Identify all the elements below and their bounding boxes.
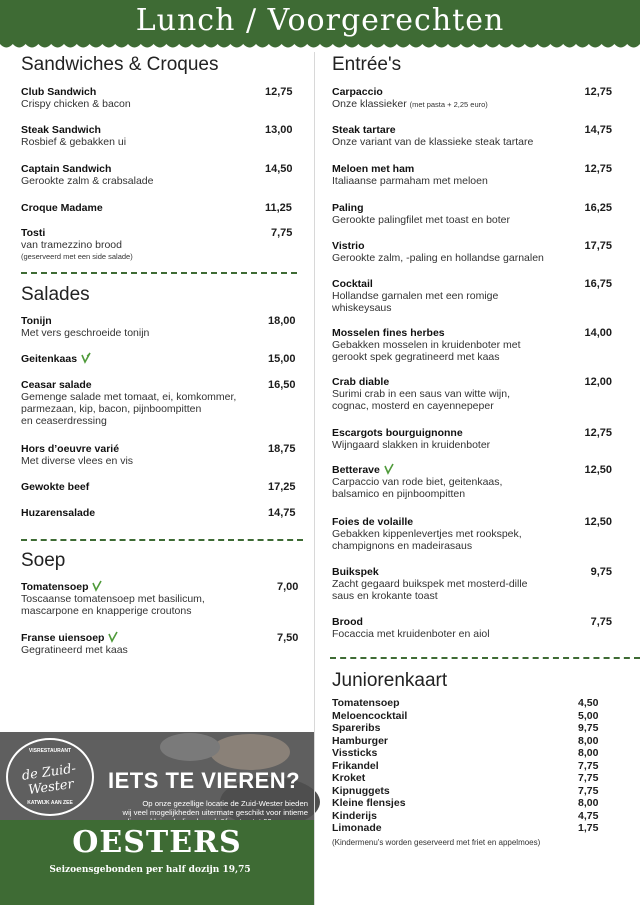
item-name: Paling: [332, 202, 364, 214]
item-name: Vissticks: [332, 747, 378, 759]
section-title-junior: Juniorenkaart: [332, 670, 448, 691]
event-banner: [0, 732, 314, 820]
item-desc: mascarpone en knapperige croutons: [21, 605, 192, 617]
menu-item: [21, 443, 297, 467]
item-price: 7,75: [578, 784, 599, 797]
item-name: Spareribs: [332, 722, 381, 734]
item-price: 7,75: [590, 616, 612, 628]
item-price: 8,00: [578, 734, 599, 747]
item-name: Club Sandwich: [21, 86, 97, 98]
item-name: Carpaccio: [332, 86, 383, 98]
item-desc: Gegratineerd met kaas: [21, 644, 128, 656]
menu-item: [332, 86, 612, 111]
section-title-sandwiches: Sandwiches & Croques: [21, 54, 219, 75]
logo-name: de Zuid-Wester: [20, 761, 77, 799]
item-desc: Met vers geschroeide tonijn: [21, 327, 150, 339]
list-item: [332, 822, 632, 835]
item-name: Ceasar salade: [21, 379, 92, 391]
item-price: 4,50: [578, 697, 599, 709]
item-desc: Gebakken mosselen in kruidenboter met: [332, 339, 521, 351]
item-name: Kinderijs: [332, 809, 377, 822]
item-price: 9,75: [590, 566, 612, 578]
item-desc: Rosbief & gebakken ui: [21, 136, 127, 148]
list-item: [332, 710, 632, 723]
menu-item: [332, 516, 612, 552]
section-title-soep: Soep: [21, 550, 66, 571]
item-desc: Carpaccio van rode biet, geitenkaas,: [332, 476, 503, 488]
vegetarian-icon: [92, 581, 102, 591]
item-desc: champignons en madeirasaus: [332, 540, 473, 552]
item-desc: Gerookte zalm, -paling en hollandse garnalen: [332, 252, 544, 264]
banner-heading: IETS TE VIEREN?: [108, 768, 301, 793]
item-price: 12,75: [265, 86, 293, 98]
item-price: 14,75: [584, 124, 612, 136]
page-title: Lunch / Voorgerechten: [135, 3, 505, 38]
item-desc: Gebakken kippenlevertjes met rookspek,: [332, 528, 522, 540]
item-price: 1,75: [578, 822, 599, 834]
vegetarian-icon: [384, 464, 394, 474]
item-name: Limonade: [332, 822, 382, 834]
item-name: Brood: [332, 616, 363, 628]
item-price: 16,75: [584, 278, 612, 290]
menu-item: [21, 581, 303, 617]
item-name: Kroket: [332, 772, 366, 784]
list-item: [332, 797, 632, 810]
section-title-salades: Salades: [21, 284, 90, 305]
item-price: 17,75: [584, 240, 612, 252]
item-name: Mosselen fines herbes: [332, 327, 445, 339]
item-name: Meloencocktail: [332, 709, 408, 722]
item-desc: Hollandse garnalen met een romige: [332, 290, 499, 302]
menu-item: [21, 86, 293, 110]
item-price: 17,25: [268, 481, 296, 493]
menu-item: [21, 202, 293, 214]
list-item: [332, 697, 632, 710]
item-desc: Met diverse vlees en vis: [21, 455, 134, 467]
banner-line: wij veel mogelijkheden uitermate geschikt voor intieme: [122, 808, 308, 817]
list-item: [332, 785, 632, 798]
list-item: [332, 810, 632, 823]
item-desc: Crispy chicken & bacon: [21, 98, 131, 110]
item-name: Buikspek: [332, 566, 379, 578]
item-name: Captain Sandwich: [21, 163, 112, 175]
item-price: 9,75: [578, 722, 599, 734]
item-desc: Gemenge salade met tomaat, ei, komkommer,: [21, 391, 237, 403]
item-name: Frikandel: [332, 759, 379, 772]
item-name: Huzarensalade: [21, 507, 96, 519]
item-price: 5,00: [578, 709, 599, 722]
item-name: Vistrio: [332, 240, 365, 252]
oesters-title: OESTERS: [72, 825, 242, 860]
menu-item: [332, 163, 612, 187]
item-name: Tonijn: [21, 315, 52, 327]
menu-item: [21, 481, 297, 493]
section-title-entrees: Entrée's: [332, 54, 402, 75]
menu-item: [21, 163, 293, 187]
item-price: 12,50: [584, 516, 612, 528]
oesters-panel: [0, 820, 314, 905]
item-desc: Zacht gegaard buikspek met mosterd-dille: [332, 578, 528, 590]
list-item: [332, 760, 632, 773]
item-price: 14,75: [268, 507, 296, 519]
item-desc: en ceaserdressing: [21, 415, 107, 427]
item-desc: saus en krokante toast: [332, 590, 438, 602]
item-price: 18,75: [268, 443, 296, 455]
item-price: 18,00: [268, 315, 296, 327]
item-price: 7,50: [277, 632, 299, 644]
item-name: Franse uiensoep: [21, 632, 105, 644]
item-name: Betterave: [332, 464, 380, 476]
item-desc: Focaccia met kruidenboter en aiol: [332, 628, 490, 640]
item-name: Foies de volaille: [332, 516, 414, 528]
item-desc: gerookt spek gegratineerd met kaas: [332, 351, 500, 363]
menu-item: [21, 379, 297, 427]
item-desc: whiskeysaus: [332, 302, 392, 314]
menu-item: [332, 327, 612, 363]
item-price: 8,00: [578, 797, 599, 809]
item-price: 4,75: [578, 809, 599, 822]
item-name: Crab diable: [332, 376, 390, 388]
item-desc: [332, 98, 612, 111]
item-price: 12,50: [584, 464, 612, 476]
item-name: Escargots bourguignonne: [332, 427, 463, 439]
menu-item: [332, 202, 612, 226]
menu-item: [21, 507, 297, 519]
scallop-shape: [0, 40, 640, 48]
menu-item: [332, 566, 612, 602]
item-desc: Italiaanse parmaham met meloen: [332, 175, 488, 187]
item-name: Steak Sandwich: [21, 124, 101, 136]
list-item: [332, 772, 632, 785]
menu-item: [332, 616, 612, 640]
item-price: 11,25: [265, 202, 292, 214]
item-name: Hors d’oeuvre varié: [21, 443, 120, 455]
menu-item: [21, 632, 303, 656]
item-price: 14,50: [265, 163, 293, 175]
menu-item: [332, 240, 612, 264]
logo-top-text: VISRESTAURANT: [28, 748, 72, 754]
item-name: Tomatensoep: [332, 697, 400, 709]
section-divider: [21, 272, 297, 274]
menu-item: [332, 464, 612, 500]
item-name: Tomatensoep: [21, 581, 89, 593]
item-desc: parmezaan, kip, bacon, pijnboompitten: [21, 403, 202, 415]
menu-item: [332, 278, 612, 314]
item-desc: cognac, mosterd en cayennepeper: [332, 400, 494, 412]
item-price: 15,00: [268, 353, 296, 365]
menu-item: [332, 427, 612, 451]
banner-line: Op onze gezellige locatie de Zuid-Wester bieden: [142, 799, 308, 808]
column-divider: [314, 52, 315, 905]
menu-item: [332, 124, 612, 148]
oesters-subtitle: Seizoensgebonden per half dozijn 19,75: [49, 865, 251, 875]
item-name: Geitenkaas: [21, 353, 78, 365]
junior-list: [332, 697, 632, 837]
vegetarian-icon: [81, 353, 91, 363]
list-item: [332, 735, 632, 748]
item-price: 7,75: [578, 772, 599, 784]
item-price: 12,75: [584, 86, 612, 98]
item-price: 7,75: [271, 227, 293, 239]
item-name: Kipnuggets: [332, 784, 390, 797]
item-desc: Surimi crab in een saus van witte wijn,: [332, 388, 510, 400]
item-price: 16,25: [584, 202, 612, 214]
item-name: Croque Madame: [21, 202, 103, 214]
item-desc: balsamico en pijnboompitten: [332, 488, 466, 500]
section-divider: [21, 539, 303, 541]
item-price: 7,00: [277, 581, 299, 593]
item-name: Hamburger: [332, 734, 389, 747]
item-name: Cocktail: [332, 278, 373, 290]
item-desc: Gerookte palingfilet met toast en boter: [332, 214, 511, 226]
item-desc: Toscaanse tomatensoep met basilicum,: [21, 593, 205, 605]
item-name: Gewokte beef: [21, 481, 90, 493]
logo-bottom-text: KATWIJK AAN ZEE: [27, 800, 73, 806]
item-name: Meloen met ham: [332, 163, 415, 175]
item-desc: van tramezzino brood: [21, 239, 122, 251]
item-price: 16,50: [268, 379, 296, 391]
item-name: Tosti: [21, 227, 46, 239]
section-divider: [330, 657, 640, 659]
menu-item: [21, 124, 293, 148]
list-item: [332, 747, 632, 760]
item-note: (met pasta + 2,25 euro): [409, 100, 488, 109]
menu-item: [332, 376, 612, 412]
item-desc: Wijngaard slakken in kruidenboter: [332, 439, 491, 451]
scallop-border: [0, 40, 640, 50]
item-name: Steak tartare: [332, 124, 396, 136]
menu-item: [21, 353, 297, 365]
item-price: 14,00: [584, 327, 612, 339]
item-desc: Onze variant van de klassieke steak tartare: [332, 136, 534, 148]
menu-item: [21, 227, 293, 263]
item-price: 13,00: [265, 124, 293, 136]
item-price: 12,00: [584, 376, 612, 388]
item-price: 12,75: [584, 163, 612, 175]
vegetarian-icon: [108, 632, 118, 642]
junior-note: (Kindermenu's worden geserveerd met friet en appelmoes): [332, 838, 541, 847]
item-desc-text: Onze klassieker: [332, 98, 407, 110]
item-note: (geserveerd met een side salade): [21, 252, 133, 261]
item-price: 7,75: [578, 759, 599, 772]
menu-item: [21, 315, 297, 339]
item-desc: Gerookte zalm & crabsalade: [21, 175, 154, 187]
list-item: [332, 722, 632, 735]
item-name: Kleine flensjes: [332, 797, 406, 809]
item-price: 12,75: [584, 427, 612, 439]
item-price: 8,00: [578, 747, 599, 759]
